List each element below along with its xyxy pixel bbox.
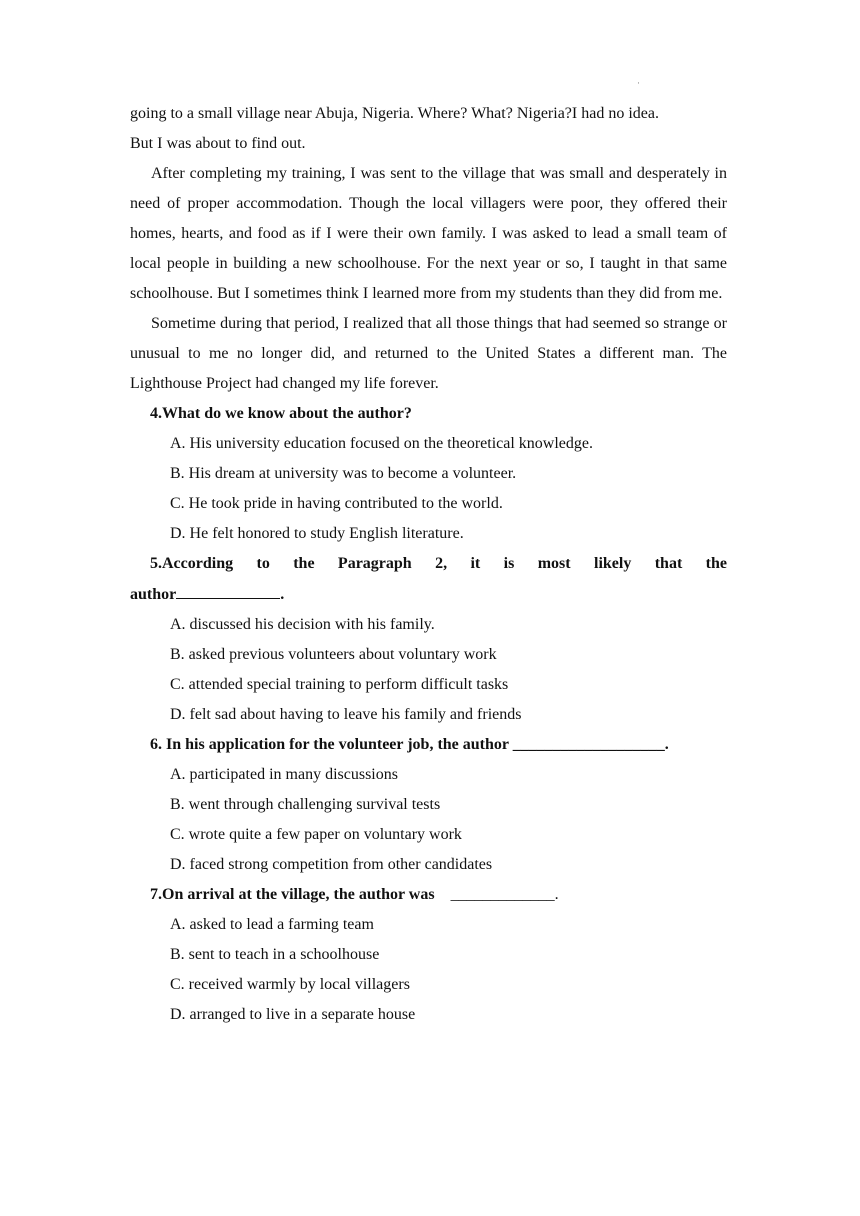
paragraph-1-line-1: going to a small village near Abuja, Nigeria. Where? What? Nigeria?I had no idea. [130,105,659,122]
question-7-answer-blank: _____________. [434,886,559,903]
question-5-stem-line-2 [130,579,727,610]
question-5 [130,549,727,730]
question-7-stem: 7.On arrival at the village, the author was [150,886,435,903]
paragraph-3: Sometime during that period, I realized that all those things that had seemed so strange or unusual to me no longer did, and returned to the United States a different man. The Lighthouse Project had changed my life forever. [130,315,727,392]
question-4 [130,399,727,549]
question-7-option-b: B. sent to teach in a schoolhouse [170,946,380,963]
question-5-stem-line-1: 5.According to the Paragraph 2, it is most likely that the [150,555,727,572]
question-4-option-d: D. He felt honored to study English literature. [170,525,464,542]
question-7-option-c: C. received warmly by local villagers [170,976,410,993]
question-6-options [130,760,727,880]
question-4-option-b: B. His dream at university was to become a volunteer. [170,465,517,482]
question-5-answer-blank [176,579,280,599]
paragraph-1-line-2: But I was about to find out. [130,135,306,152]
reading-passage [130,99,727,399]
question-7-stem-row [130,880,727,910]
question-6-option-c: C. wrote quite a few paper on voluntary work [170,826,462,843]
paragraph-1-continued [130,99,727,159]
question-4-option-a: A. His university education focused on the theoretical knowledge. [170,435,593,452]
question-6-stem: 6. In his application for the volunteer job, the author ___________________. [150,736,669,753]
question-7-option-d: D. arranged to live in a separate house [170,1006,416,1023]
paragraph-2: After completing my training, I was sent to the village that was small and desperately in need of proper accommodation. Though the local villagers were poor, they offered their homes, hearts, and food as if I were their own family. I was asked to lead a small team of local people in building a new schoolhouse. For the next year or so, I taught in that same schoolhouse. But I sometimes think I learned more from my students than they did from me. [130,165,727,302]
question-6-option-b: B. went through challenging survival tests [170,796,441,813]
question-5-option-d: D. felt sad about having to leave his family and friends [170,706,522,723]
question-4-stem: 4.What do we know about the author? [150,405,412,422]
question-5-option-b: B. asked previous volunteers about voluntary work [170,646,497,663]
document-page [130,99,727,1030]
question-4-option-c: C. He took pride in having contributed to the world. [170,495,503,512]
question-6-option-d: D. faced strong competition from other candidates [170,856,493,873]
page-mark: · [637,78,640,88]
question-6 [130,730,727,880]
question-5-stem-word: author [130,586,177,603]
question-5-options [130,610,727,730]
question-5-stem-period: . [280,586,285,603]
question-7-option-a: A. asked to lead a farming team [170,916,374,933]
question-5-option-a: A. discussed his decision with his family. [170,616,435,633]
question-5-option-c: C. attended special training to perform difficult tasks [170,676,509,693]
question-7-options [130,910,727,1030]
question-6-option-a: A. participated in many discussions [170,766,398,783]
question-7 [130,880,727,1030]
question-4-options [130,429,727,549]
